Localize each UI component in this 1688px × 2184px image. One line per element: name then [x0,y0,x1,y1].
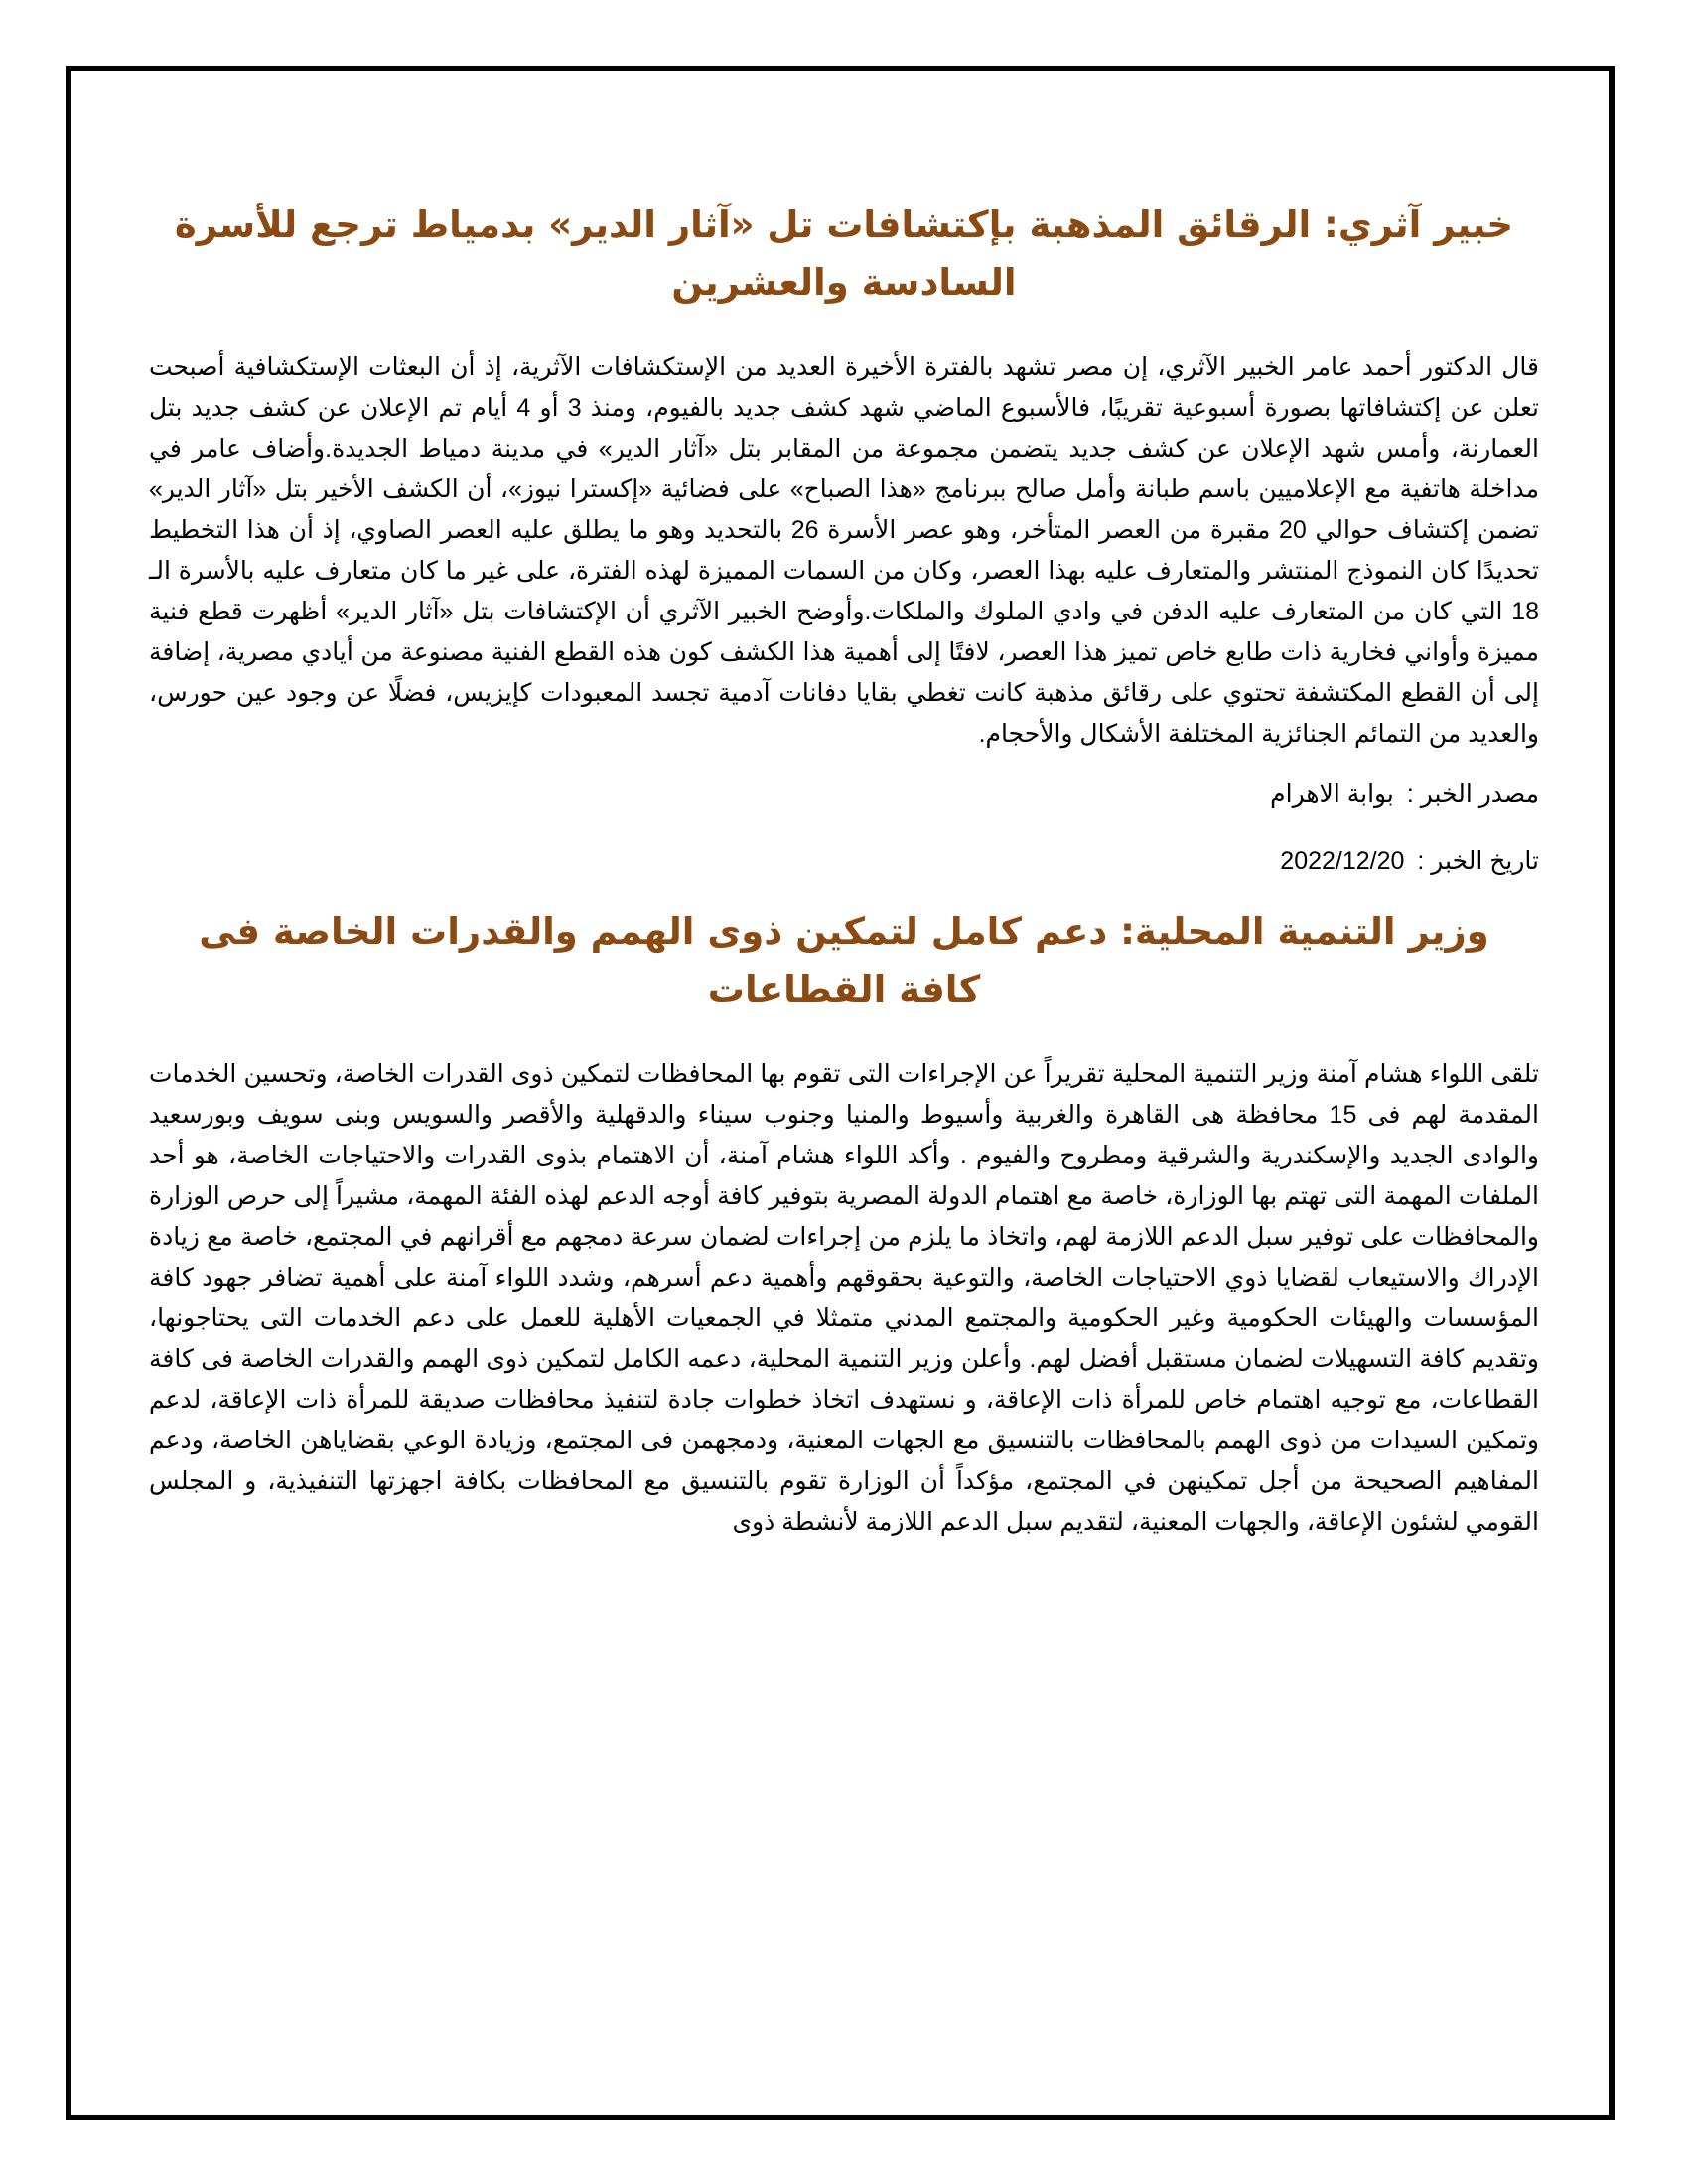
news-date-line [149,841,1539,882]
document-content [149,197,1539,1543]
article-1 [149,197,1539,882]
news-source-line [149,774,1539,815]
news-source-value: بوابة الاهرام [1270,780,1394,808]
article-2-body: تلقى اللواء هشام آمنة وزير التنمية المحلية تقريراً عن الإجراءات التى تقوم بها المحافظات لتمكين ذوى القدرات الخاصة، وتحسين الخدمات المقدمة لهم فى 15 محافظة هى القاهرة والغربية وأسيوط والمنيا وجنوب سيناء والدقهلية والأقصر والسويس وبنى سويف وبورسعيد والوادى الجديد والإسكندرية والشرقية ومطروح والفيوم . وأكد اللواء هشام آمنة، أن الاهتمام بذوى القدرات والاحتياجات الخاصة، هو أحد الملفات المهمة التى تهتم بها الوزارة، خاصة مع اهتمام الدولة المصرية بتوفير كافة أوجه الدعم لهذه الفئة المهمة، مشيراً إلى حرص الوزارة والمحافظات على توفير سبل الدعم اللازمة لهم، واتخاذ ما يلزم من إجراءات لضمان سرعة دمجهم مع أقرانهم في المجتمع، خاصة مع زيادة الإدراك والاستيعاب لقضايا ذوي الاحتياجات الخاصة، والتوعية بحقوقهم وأهمية دعم أسرهم، وشدد اللواء آمنة على أهمية تضافر جهود كافة المؤسسات والهيئات الحكومية وغير الحكومية والمجتمع المدني متمثلا في الجمعيات الأهلية للعمل على دعم الخدمات التى يحتاجونها، وتقديم كافة التسهيلات لضمان مستقبل أفضل لهم. وأعلن وزير التنمية المحلية، دعمه الكامل لتمكين ذوى الهمم والقدرات الخاصة فى كافة القطاعات، مع توجيه اهتمام خاص للمرأة ذات الإعاقة، و نستهدف اتخاذ خطوات جادة لتنفيذ محافظات صديقة للمرأة ذات الإعاقة، لدعم وتمكين السيدات من ذوى الهمم بالمحافظات بالتنسيق مع الجهات المعنية، ودمجهمن فى المجتمع، وزيادة الوعي بقضاياهن الخاصة، ودعم المفاهيم الصحيحة من أجل تمكينهن في المجتمع، مؤكداً أن الوزارة تقوم بالتنسيق مع المحافظات بكافة اجهزتها التنفيذية، و المجلس القومي لشئون الإعاقة، والجهات المعنية، لتقديم سبل الدعم اللازمة لأنشطة ذوى [149,1060,1539,1536]
article-2 [149,903,1539,1543]
article-2-title: وزير التنمية المحلية: دعم كامل لتمكين ذوى الهمم والقدرات الخاصة فى كافة القطاعات [199,910,1489,1011]
news-date-label: تاريخ الخبر : [1417,847,1539,875]
news-date-value: 2022/12/20 [1280,847,1405,875]
news-source-label: مصدر الخبر : [1406,780,1539,808]
article-1-body: قال الدكتور أحمد عامر الخبير الآثري، إن مصر تشهد بالفترة الأخيرة العديد من الإستكشافات الآثرية، إذ أن البعثات الإستكشافية أصبحت تعلن عن إكتشافاتها بصورة أسبوعية تقريبًا، فالأسبوع الماضي شهد كشف جديد بالفيوم، ومنذ 3 أو 4 أيام تم الإعلان عن كشف جديد بتل العمارنة، وأمس شهد الإعلان عن كشف جديد يتضمن مجموعة من المقابر بتل «آثار الدير» في مدينة دمياط الجديدة.وأضاف عامر في مداخلة هاتفية مع الإعلاميين باسم طبانة وأمل صالح ببرنامج «هذا الصباح» على فضائية «إكسترا نيوز»، أن الكشف الأخير بتل «آثار الدير» تضمن إكتشاف حوالي 20 مقبرة من العصر المتأخر، وهو عصر الأسرة 26 بالتحديد وهو ما يطلق عليه العصر الصاوي، إذ أن هذا التخطيط تحديدًا كان النموذج المنتشر والمتعارف عليه بهذا العصر، وكان من السمات المميزة لهذه الفترة، على غير ما كان متعارف عليه بالأسرة الـ 18 التي كان من المتعارف عليه الدفن في وادي الملوك والملكات.وأوضح الخبير الآثري أن الإكتشافات بتل «آثار الدير» أظهرت قطع فنية مميزة وأواني فخارية ذات طابع خاص تميز هذا العصر، لافتًا إلى أهمية هذا الكشف كون هذه القطع الفنية مصنوعة من أيادي مصرية، إضافة إلى أن القطع المكتشفة تحتوي على رقائق مذهبة كانت تغطي بقايا دفانات آدمية تجسد المعبودات كإيزيس، فضلًا عن وجود عين حورس، والعديد من التمائم الجنائزية المختلفة الأشكال والأحجام. [149,353,1539,748]
article-1-title: خبير آثري: الرقائق المذهبة بإكتشافات تل «آثار الدير» بدمياط ترجع للأسرة السادسة والعشرين [174,204,1514,304]
